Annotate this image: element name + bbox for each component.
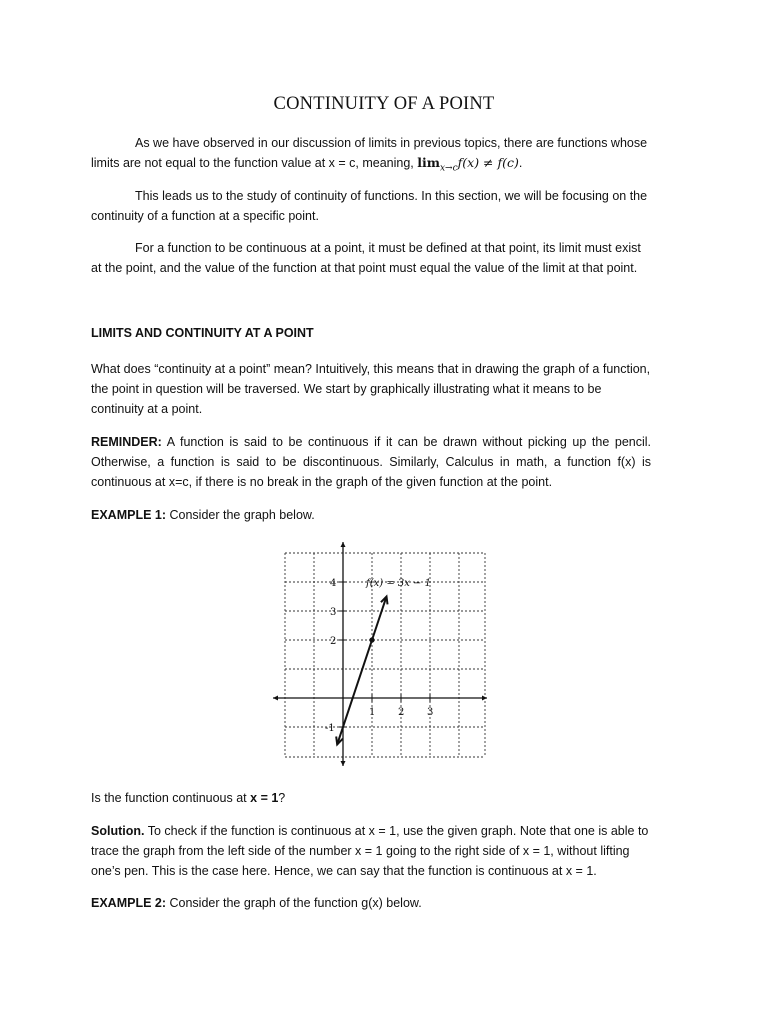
intro-end: . [518,156,523,170]
reminder-paragraph [91,432,651,492]
x-axis-arrow-left [273,696,278,701]
example-1-label: EXAMPLE 1: [91,508,167,522]
reminder-label: REMINDER: [91,435,162,449]
example-1-text: Consider the graph below. [166,508,315,522]
x-tick-label-2: 2 [398,707,405,718]
example-1-paragraph [91,505,651,525]
x-tick-label-3: 3 [427,707,434,718]
question-suffix: ? [278,791,286,805]
y-axis-arrow-up [341,542,346,547]
question-paragraph [91,788,651,808]
example-2-text: Consider the graph of the function g(x) below. [166,896,422,910]
function-line [337,597,386,745]
question-bold: x = 1 [250,791,279,805]
paragraph-3-text: For a function to be continuous at a point, it must be defined at that point, its limit must exist at the point, and the value of the function at that point must equal the value of the limit at that point. [91,241,641,275]
example-2-paragraph [91,893,651,913]
solution-text: To check if the function is continuous at x = 1, use the given graph. Note that one is able to trace the graph from the left side of the number x = 1 going to the right side of x = 1, without lifting one’s pen. This is the case here. Hence, we can say that the function is continuous at x = 1. [91,824,649,878]
y-tick-label-2: 2 [330,636,337,647]
x-axis-arrow-right [482,696,487,701]
y-tick-label-3: 3 [330,607,337,618]
question-prefix: Is the function continuous at [91,791,251,805]
graph-axes [273,542,487,766]
paragraph-2 [91,186,651,226]
intro-paragraph [91,133,651,179]
tick-labels [325,578,433,734]
y-tick-label-4: 4 [330,578,337,589]
solution-label: Solution. [91,824,145,838]
reminder-text: A function is said to be continuous if it can be drawn without picking up the pencil. Otherwise, a function is said to be discontinuous. Similarly, Calculus in math, a function f(x) is continuous at x=c, if there is no break in the graph of the given function at the point. [91,435,651,489]
function-label: f(x) = 3x − 1 [366,578,431,589]
example-2-label: EXAMPLE 2: [91,896,167,910]
paragraph-4: What does “continuity at a point” mean? Intuitively, this means that in drawing the graph of a function, the point in question will be traversed. We start by graphically illustrating what it means to be continuity at a point. [91,362,651,416]
solution-paragraph [91,821,651,881]
paragraph-3 [91,238,651,278]
limit-subscript: x→c [439,163,458,174]
function-graph [270,538,490,770]
function-plot [336,597,387,745]
y-axis-arrow-down [341,761,346,766]
point-at-x1 [369,637,374,642]
page-title: CONTINUITY OF A POINT [273,94,495,114]
limit-lim: lim [417,155,440,170]
x-tick-label-1: 1 [369,707,376,718]
limit-expression [417,155,519,174]
section-heading: LIMITS AND CONTINUITY AT A POINT [91,326,314,340]
paragraph-2-text: This leads us to the study of continuity of functions. In this section, we will be focusing on the continuity of a function at a specific point. [91,189,648,223]
limit-rest: f(x) ≠ f(c) [457,155,519,170]
intro-text: As we have observed in our discussion of limits in previous topics, there are functions whose limits are not equal to the function value at x = c, meaning, [91,136,648,170]
y-tick-label-neg1: -1 [325,723,335,734]
